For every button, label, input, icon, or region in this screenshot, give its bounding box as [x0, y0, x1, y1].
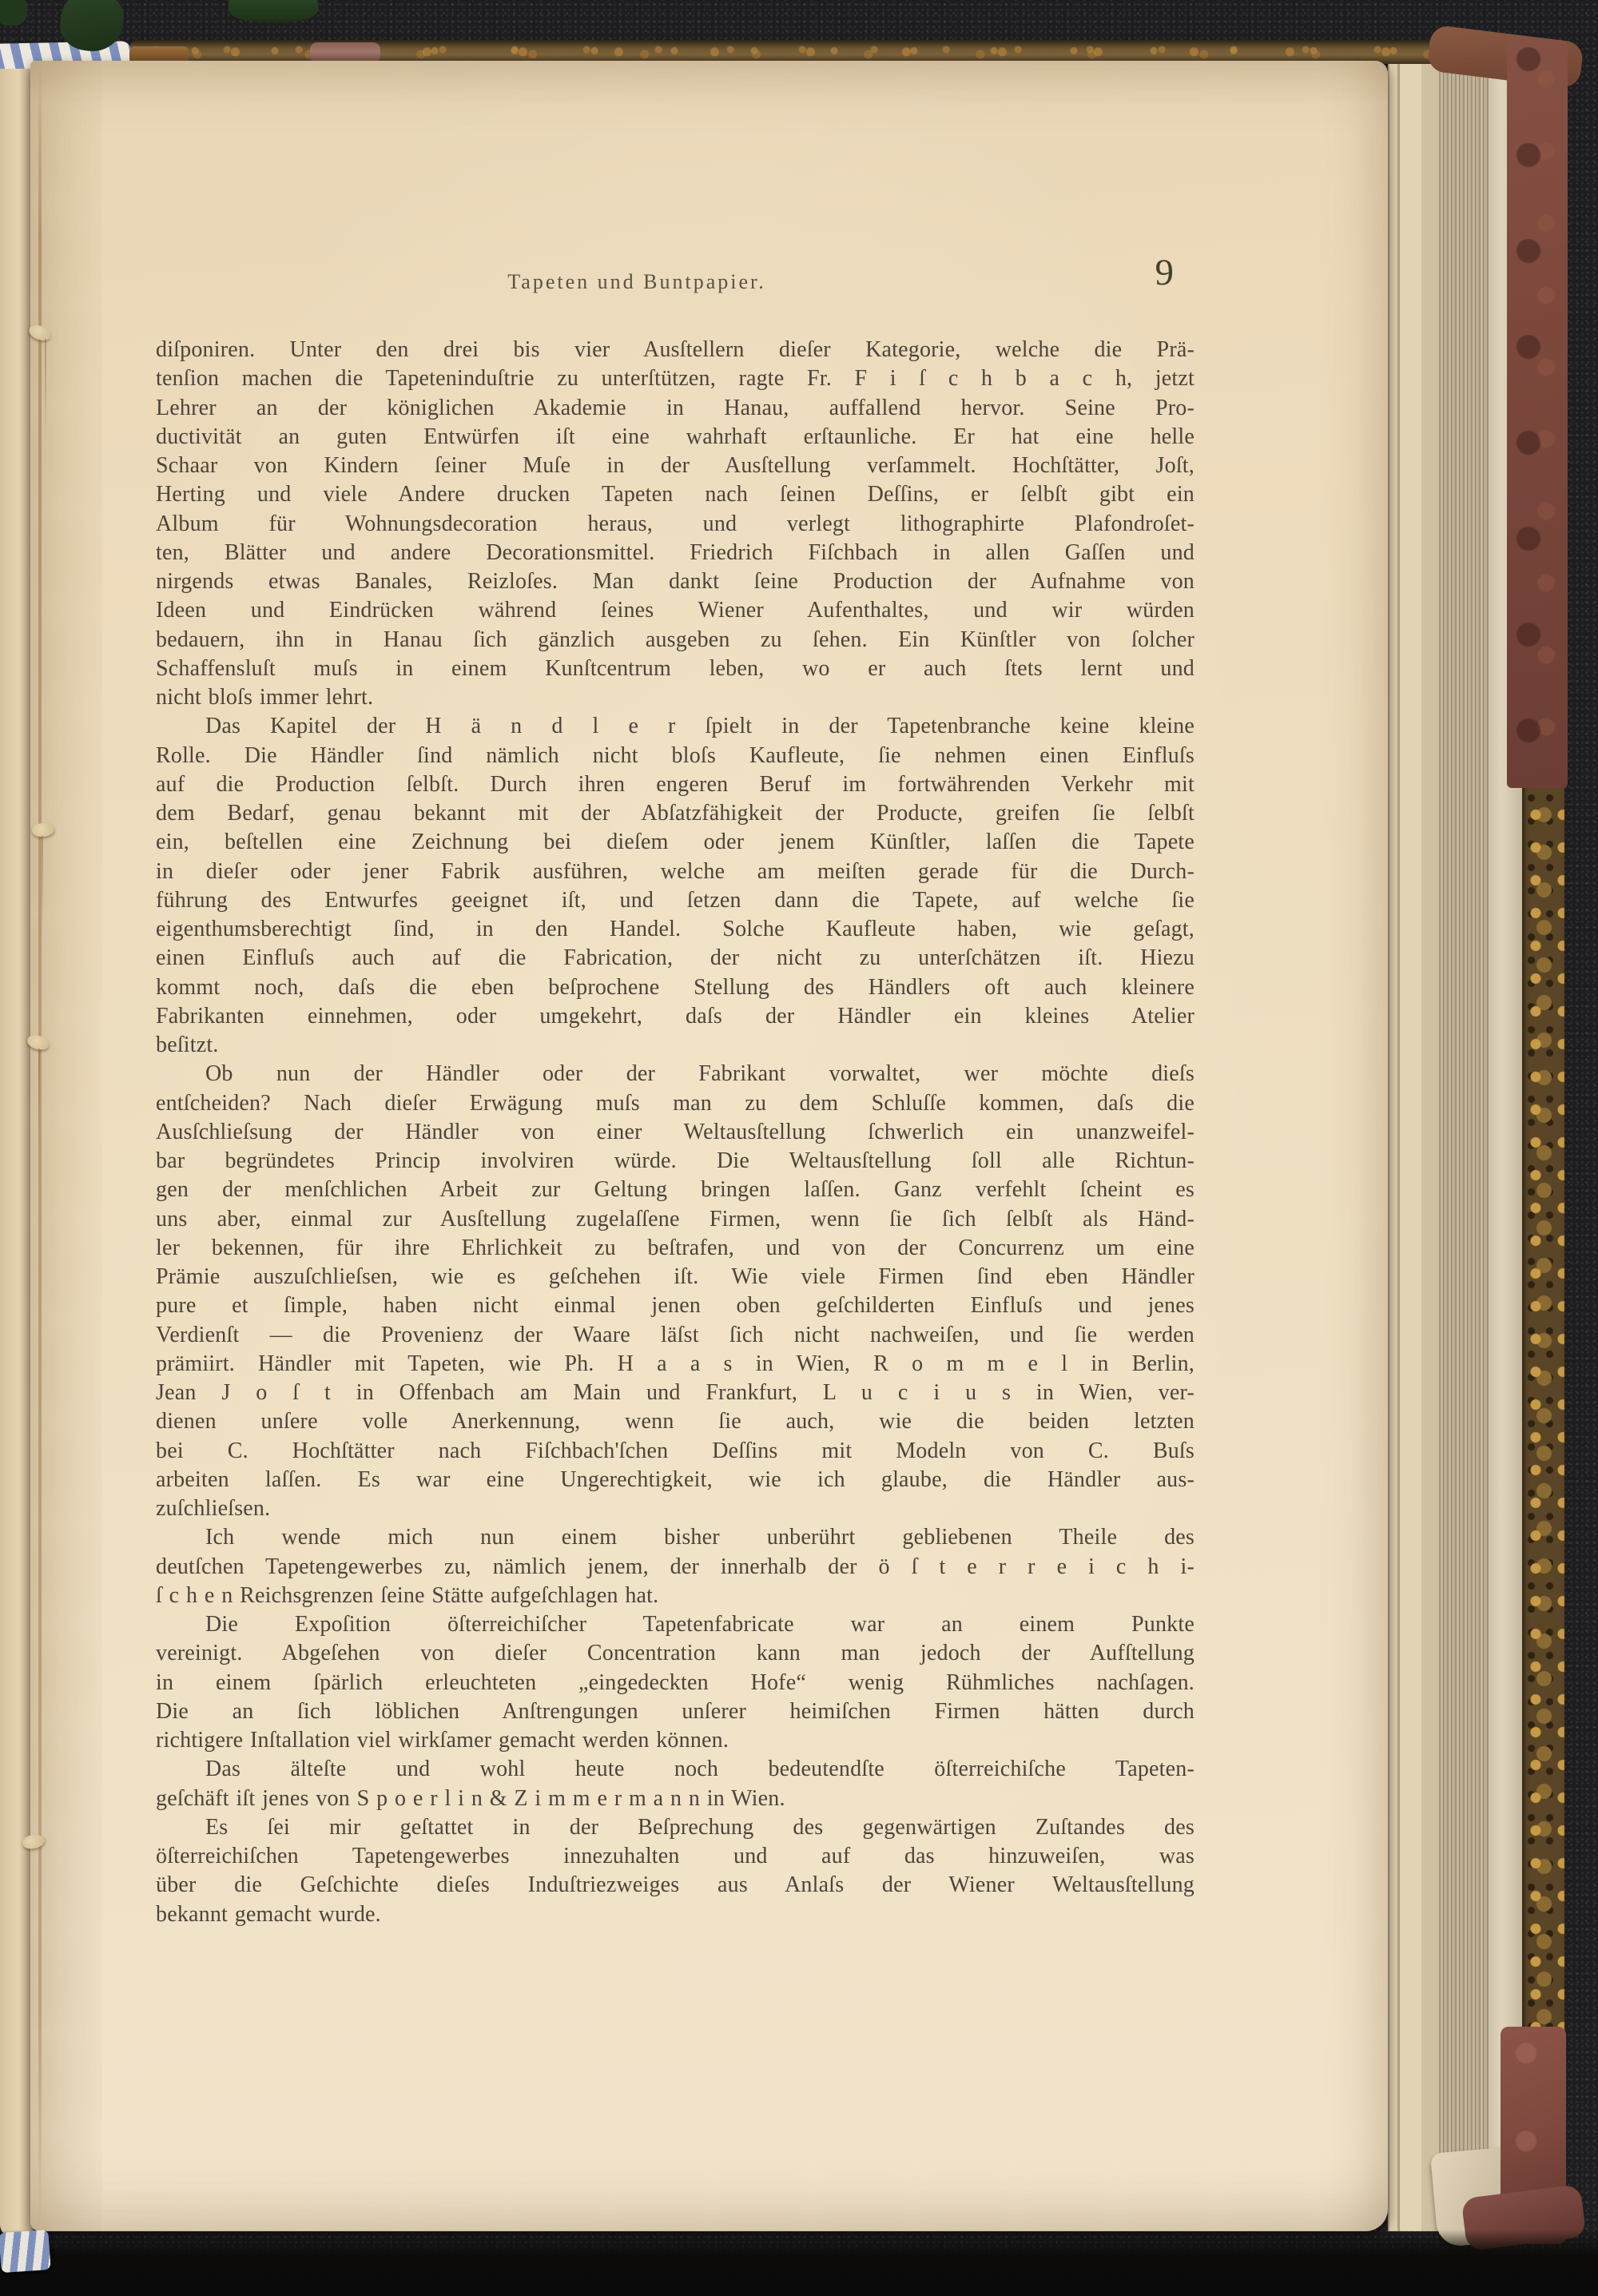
- text-block: [156, 61, 1195, 2231]
- text-line: einen Einfluſs auch auf die Fabrication, der nicht zu unterſchätzen iſt. Hiezu: [156, 945, 1195, 971]
- text-line: geſchäft iſt jenes von S p o e r l i n & Z i m m e r m a n n in Wien.: [156, 1785, 785, 1811]
- text-line: Jean J o ſ t in Offenbach am Main und Frankfurt, L u c i u s in Wien, ver-: [156, 1380, 1195, 1405]
- text-line: Prämie auszuſchlieſsen, wie es geſchehen iſt. Wie viele Firmen ſind eben Händler: [156, 1264, 1195, 1289]
- text-line: gen der menſchlichen Arbeit zur Geltung bringen laſſen. Ganz verfehlt ſcheint es: [156, 1177, 1195, 1203]
- text-line: Die an ſich löblichen Anſtrengungen unſerer heimiſchen Firmen hätten durch: [156, 1698, 1195, 1724]
- text-line: ler bekennen, für ihre Ehrlichkeit zu beſtrafen, und von der Concurrenz um eine: [156, 1235, 1195, 1260]
- paragraph: [156, 1813, 1195, 1929]
- text-line: Das Kapitel der H ä n d l e r ſpielt in der Tapetenbranche keine kleine: [205, 714, 1195, 739]
- text-line: bei C. Hochſtätter nach Fiſchbach'ſchen Deſſins mit Modeln von C. Buſs: [156, 1438, 1195, 1463]
- headband-bottom-icon: [0, 2230, 51, 2273]
- text-line: führung des Entwurfes geeignet iſt, und ſetzen dann die Tapete, auf welche ſie: [156, 887, 1195, 913]
- green-cloth-fragment: [229, 0, 318, 22]
- text-line: dienen unſere volle Anerkennung, wenn ſie auch, wie die beiden letzten: [156, 1409, 1195, 1435]
- text-line: pure et ſimple, haben nicht einmal jenen oben geſchilderten Einfluſs und jenes: [156, 1293, 1195, 1319]
- text-line: Rolle. Die Händler ſind nämlich nicht bloſs Kaufleute, ſie nehmen einen Einfluſs: [156, 742, 1195, 768]
- paragraph: [156, 1060, 1195, 1523]
- text-line: Herting und viele Andere drucken Tapeten nach ſeinen Deſſins, er ſelbſt gibt ein: [156, 482, 1195, 507]
- text-line: prämiirt. Händler mit Tapeten, wie Ph. H a a s in Wien, R o m m e l in Berlin,: [156, 1351, 1195, 1376]
- underlying-page-edges: [1388, 64, 1439, 2231]
- sewing-thread: [38, 1049, 40, 1152]
- text-line: diſponiren. Unter den drei bis vier Ausſtellern dieſer Kategorie, welche die Prä-: [156, 337, 1195, 362]
- green-cloth-fragment: [0, 0, 27, 26]
- text-line: ſ c h e n Reichsgrenzen ſeine Stätte aufgeſchlagen hat.: [156, 1582, 659, 1608]
- text-line: Es ſei mir geſtattet in der Beſprechung des gegenwärtigen Zuſtandes des: [205, 1814, 1195, 1840]
- text-line: bekannt gemacht wurde.: [156, 1901, 381, 1927]
- text-line: Ideen und Eindrücken während ſeines Wiener Aufenthaltes, und wir würden: [156, 598, 1195, 623]
- text-line: dem Bedarf, genau bekannt mit der Abſatzfähigkeit der Producte, greifen ſie ſelbſt: [156, 801, 1195, 826]
- text-line: vereinigt. Abgeſehen von dieſer Concentration kann man jedoch der Aufſtellung: [156, 1641, 1195, 1666]
- text-line: über die Geſchichte dieſes Induſtriezweiges aus Anlaſs der Wiener Weltausſtellung: [156, 1872, 1195, 1898]
- sewing-thread: [42, 836, 43, 940]
- text-line: kommt noch, daſs die eben beſprochene Stellung des Händlers oft auch kleinere: [156, 974, 1195, 1000]
- text-line: bedauern, ihn in Hanau ſich gänzlich ausgeben zu ſehen. Ein Künſtler von ſolcher: [156, 627, 1195, 652]
- text-line: Lehrer an der königlichen Akademie in Hanau, auffallend hervor. Seine Pro-: [156, 395, 1195, 420]
- text-line: auf die Production ſelbſt. Durch ihren engeren Beruf im fortwährenden Verkehr mit: [156, 771, 1195, 797]
- text-line: Ich wende mich nun einem bisher unberührt gebliebenen Theile des: [205, 1525, 1195, 1550]
- text-line: entſcheiden? Nach dieſer Erwägung muſs man zu dem Schluſſe kommen, daſs die: [156, 1090, 1195, 1116]
- text-line: Das älteſte und wohl heute noch bedeutendſte öſterreichiſche Tapeten-: [205, 1757, 1195, 1782]
- text-line: Die Expoſition öſterreichiſcher Tapetenfabricate war an einem Punkte: [205, 1612, 1195, 1637]
- text-line: richtigere Inſtallation viel wirkſamer gemacht werden können.: [156, 1728, 729, 1753]
- text-line: nirgends etwas Banales, Reizloſes. Man dankt ſeine Production der Aufnahme von: [156, 569, 1195, 594]
- page-number: 9: [1155, 252, 1174, 293]
- text-line: Schaffensluſt muſs in einem Kunſtcentrum leben, wo er auch ſtets lernt und: [156, 655, 1195, 681]
- text-line: uns aber, einmal zur Ausſtellung zugelaſſene Firmen, wenn ſie ſich ſelbſt als Händ-: [156, 1206, 1195, 1232]
- paragraph: [156, 1523, 1195, 1610]
- paragraph: [156, 336, 1195, 712]
- table-shadow: [0, 2230, 1598, 2296]
- previous-page-sliver: [0, 69, 34, 2236]
- text-line: bar begründetes Princip involviren würde. Die Weltausſtellung ſoll alle Richtun-: [156, 1148, 1195, 1173]
- text-line: zuſchlieſsen.: [156, 1496, 271, 1521]
- sewing-thread: [45, 339, 46, 443]
- leather-corner-top: [1507, 40, 1568, 788]
- text-line: öſterreichiſchen Tapetengewerbes innezuhalten und auf das hinzuweiſen, was: [156, 1844, 1195, 1868]
- text-line: ten, Blätter und andere Decorationsmittel. Friedrich Fiſchbach in allen Gaſſen und: [156, 539, 1195, 565]
- text-line: beſitzt.: [156, 1033, 219, 1057]
- text-line: Schaar von Kindern ſeiner Muſe in der Ausſtellung verſammelt. Hochſtätter, Joſt,: [156, 453, 1195, 478]
- text-line: arbeiten laſſen. Es war eine Ungerechtigkeit, wie ich glaube, die Händler aus-: [156, 1466, 1195, 1492]
- text-line: Album für Wohnungsdecoration heraus, und verlegt lithographirte Plafondroſet-: [156, 511, 1195, 536]
- fore-edge: [1439, 56, 1489, 2234]
- text-line: deutſchen Tapetengewerbes zu, nämlich jenem, der innerhalb der ö ſ t e r r e i c h i-: [156, 1554, 1195, 1579]
- text-line: ductivität an guten Entwürfen iſt eine wahrhaft erſtaunliche. Er hat eine helle: [156, 424, 1195, 449]
- paragraph: [156, 1755, 1195, 1813]
- text-line: Verdienſt — die Provenienz der Waare läſst ſich nicht nachweiſen, und ſie werden: [156, 1322, 1195, 1347]
- text-line: in dieſer oder jener Fabrik ausführen, welche am meiſten gerade für die Durch-: [156, 858, 1195, 884]
- book-page: [30, 61, 1388, 2231]
- text-line: ein, beſtellen eine Zeichnung bei dieſem oder jenem Künſtler, laſſen die Tapete: [156, 830, 1195, 855]
- text-line: tenſion machen die Tapeteninduſtrie zu unterſtützen, ragte Fr. F i ſ c h b a c h, jetzt: [156, 366, 1195, 392]
- text-line: eigenthumsberechtigt ſind, in den Handel. Solche Kaufleute haben, wie geſagt,: [156, 917, 1195, 941]
- text-line: in einem ſpärlich erleuchteten „eingedeckten Hofe“ wenig Rühmliches nachſagen.: [156, 1669, 1195, 1695]
- text-line: Ob nun der Händler oder der Fabrikant vorwaltet, wer möchte dieſs: [205, 1061, 1195, 1087]
- text-line: nicht bloſs immer lehrt.: [156, 685, 374, 710]
- text-line: Ausſchlieſsung der Händler von einer Weltausſtellung ſchwerlich ein unanzweifel-: [156, 1119, 1195, 1144]
- paragraph: [156, 712, 1195, 1060]
- text-line: Fabrikanten einnehmen, oder umgekehrt, daſs der Händler ein kleines Atelier: [156, 1003, 1195, 1029]
- body-text: [156, 336, 1195, 1929]
- paragraph: [156, 1610, 1195, 1755]
- running-title: Tapeten und Buntpapier.: [507, 270, 766, 293]
